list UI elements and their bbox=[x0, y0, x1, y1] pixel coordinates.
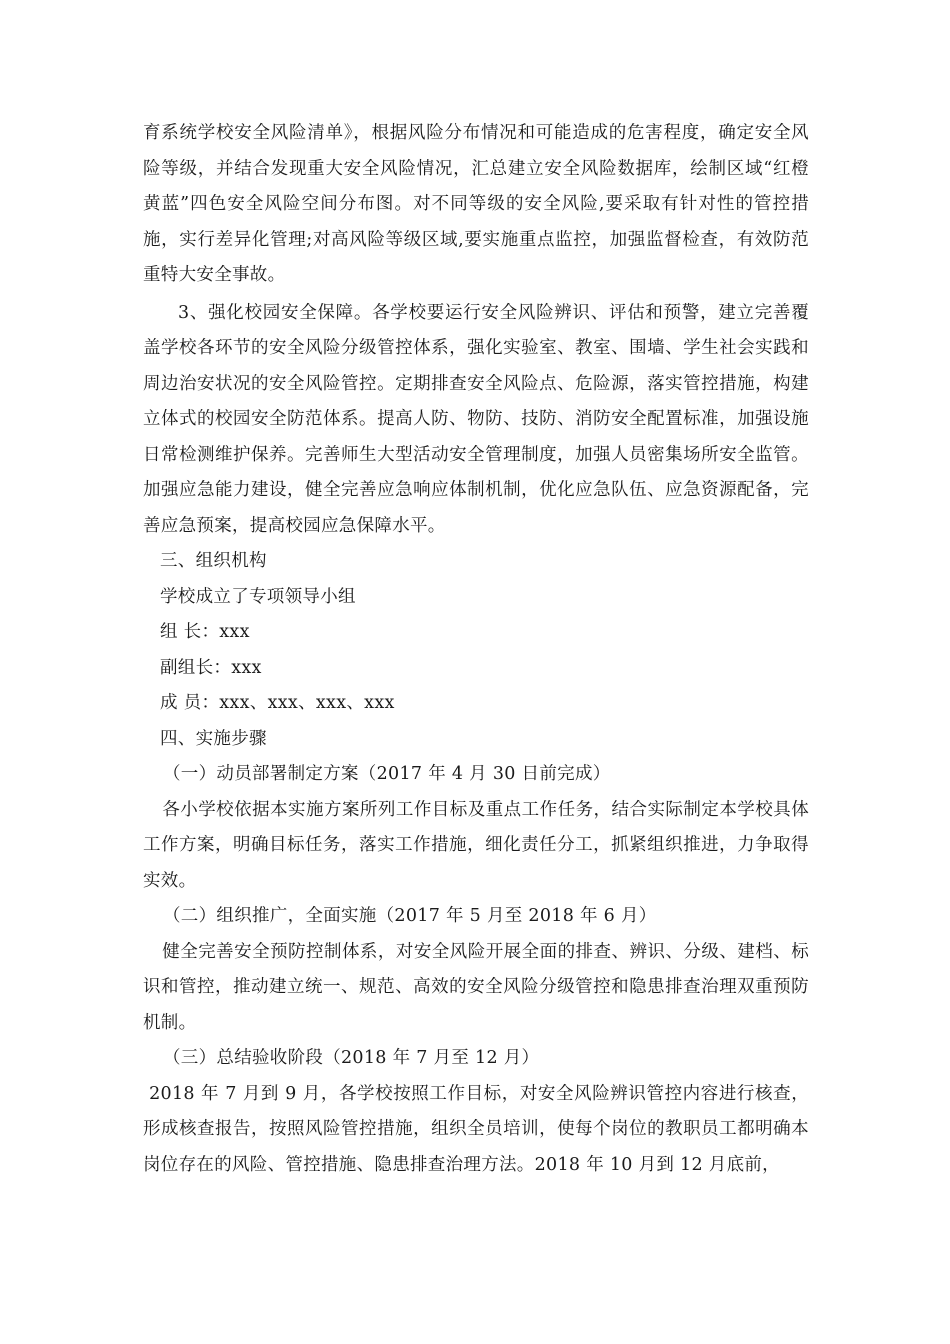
paragraph-step-one: 各小学校依据本实施方案所列工作目标及重点工作任务，结合实际制定本学校具体工作方案，明确目标任务，落实工作措施，细化责任分工，抓紧组织推进，力争取得实效。 bbox=[143, 799, 809, 891]
line-leading-group: 学校成立了专项领导小组 bbox=[160, 586, 356, 607]
document-body bbox=[143, 116, 809, 1183]
line-members: 成 员：xxx、xxx、xxx、xxx bbox=[160, 693, 395, 713]
paragraph-campus-safety: 3、强化校园安全保障。各学校要运行安全风险辨识、评估和预警，建立完善覆盖学校各环节的安全风险分级管控体系，强化实验室、教室、围墙、学生社会实践和周边治安状况的安全风险管控。定期排查安全风险点、危险源，落实管控措施，构建立体式的校园安全防范体系。提高人防、物防、技防、消防安全配置标准，加强设施日常检测维护保养。完善师生大型活动安全管理制度，加强人员密集场所安全监管。加强应急能力建设，健全完善应急响应体制机制，优化应急队伍、应急资源配备，完善应急预案，提高校园应急保障水平。 bbox=[143, 302, 809, 536]
subheading-step-one: （一）动员部署制定方案（2017 年 4 月 30 日前完成） bbox=[163, 764, 611, 784]
line-deputy-leader: 副组长：xxx bbox=[160, 657, 262, 678]
paragraph-step-two: 健全完善安全预防控制体系，对安全风险开展全面的排查、辨识、分级、建档、标识和管控，推动建立统一、规范、高效的安全风险分级管控和隐患排查治理双重预防机制。 bbox=[143, 941, 809, 1033]
heading-implementation-steps: 四、实施步骤 bbox=[160, 728, 267, 749]
subheading-step-two: （二）组织推广，全面实施（2017 年 5 月至 2018 年 6 月） bbox=[163, 906, 657, 926]
paragraph-step-three: 2018 年 7 月到 9 月，各学校按照工作目标，对安全风险辨识管控内容进行核查，形成核查报告，按照风险管控措施，组织全员培训，使每个岗位的教职员工都明确本岗位存在的风险、管控措施、隐患排查治理方法。2018 年 10 月到 12 月底前， bbox=[143, 1083, 809, 1175]
paragraph-risk-list: 育系统学校安全风险清单》，根据风险分布情况和可能造成的危害程度，确定安全风险等级，并结合发现重大安全风险情况，汇总建立安全风险数据库，绘制区域“红橙黄蓝”四色安全风险空间分布图。对不同等级的安全风险,要采取有针对性的管控措施，实行差异化管理;对高风险等级区域,要实施重点监控，加强监督检查，有效防范重特大安全事故。 bbox=[143, 123, 809, 285]
line-group-leader: 组 长：xxx bbox=[160, 622, 250, 642]
heading-organization: 三、组织机构 bbox=[160, 551, 267, 571]
subheading-step-three: （三）总结验收阶段（2018 年 7 月至 12 月） bbox=[163, 1048, 540, 1068]
